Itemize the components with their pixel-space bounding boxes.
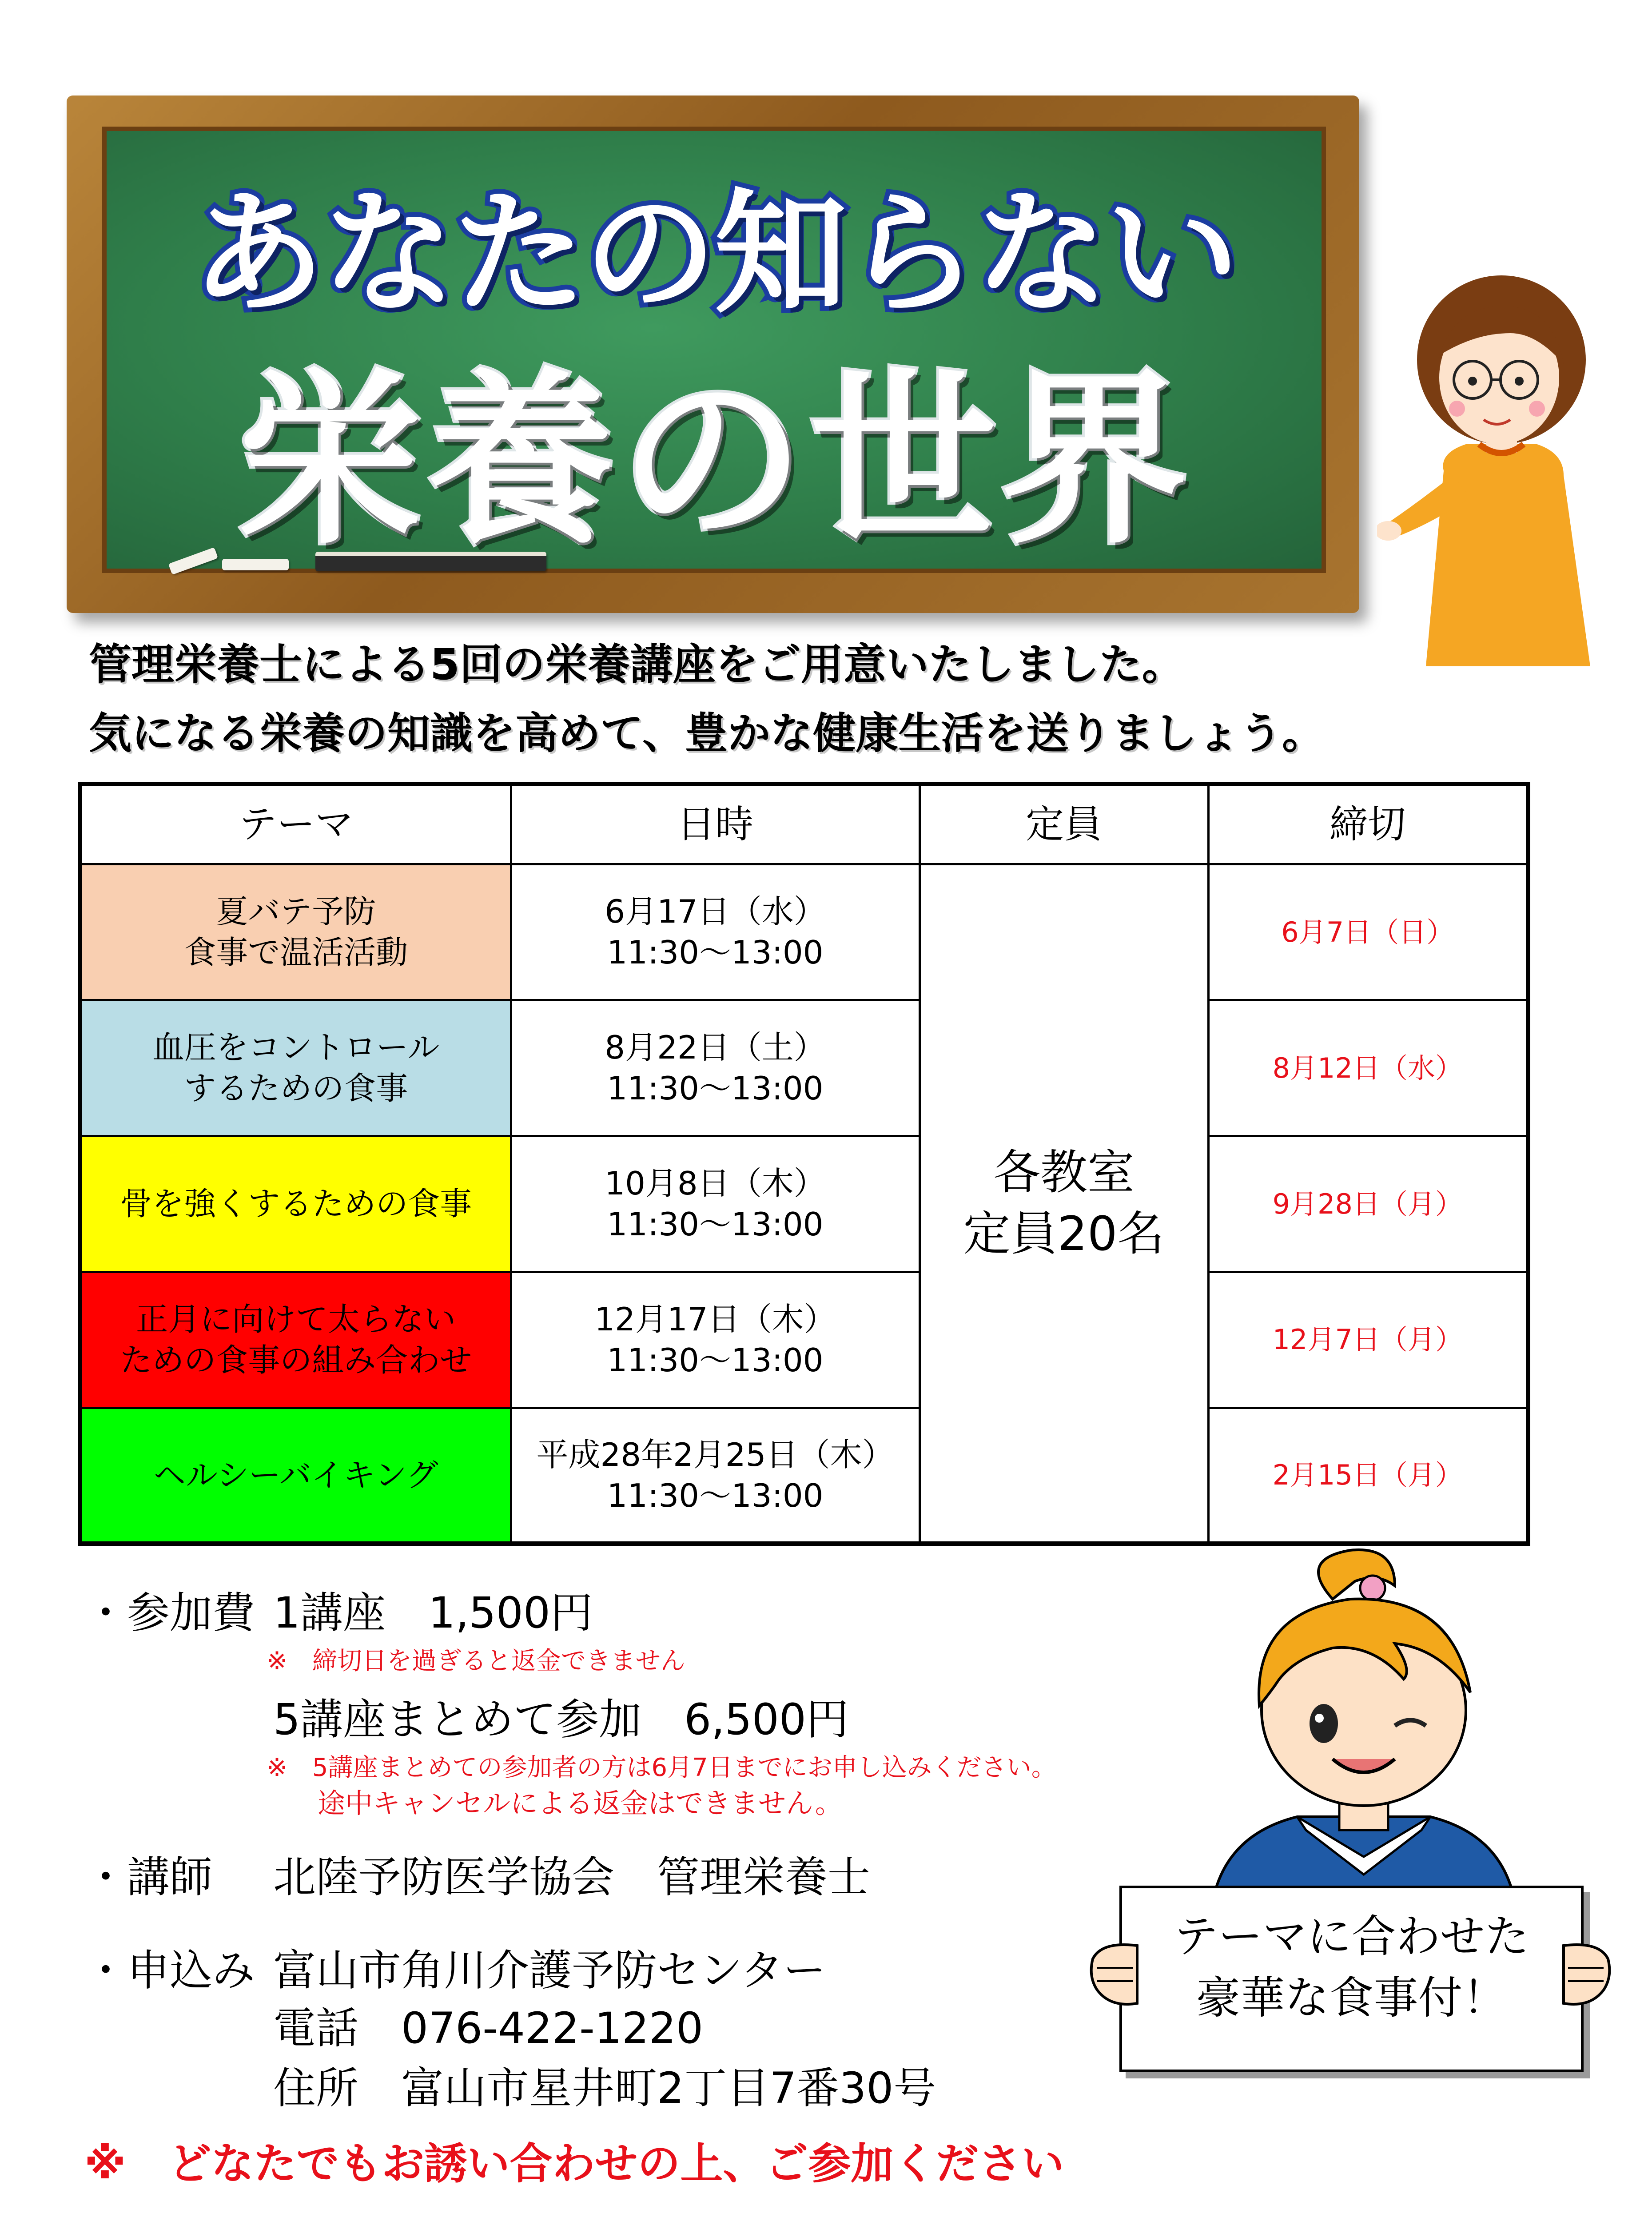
capacity-line-1: 各教室 (993, 1145, 1135, 1200)
right-hand-icon (1555, 1937, 1617, 2012)
title-line-1: あなたの知らない (191, 176, 1237, 331)
capacity-cell (920, 864, 1208, 1544)
header-capacity: 定員 (920, 784, 1208, 864)
application-address: 住所 富山市星井町2丁目7番30号 (273, 2063, 936, 2113)
date-text: 12月17日（木） (594, 1300, 836, 1338)
application-phone: 電話 076-422-1220 (273, 2003, 704, 2053)
girl-illustration (1164, 1546, 1564, 1910)
theme-line-1: 夏バテ予防 (216, 893, 376, 931)
header-theme: テーマ (80, 784, 511, 864)
deadline-cell: 2月15日（月） (1208, 1408, 1528, 1544)
theme-line-1: 正月に向けて太らない (136, 1300, 456, 1338)
date-text: 8月22日（土） (605, 1029, 826, 1067)
fee-label: ・参加費 (84, 1588, 255, 1638)
time-text: 11:30～13:00 (607, 1341, 824, 1379)
application-org: 富山市角川介護予防センター (273, 1946, 826, 1995)
capacity-line-2: 定員20名 (963, 1206, 1165, 1261)
header-deadline: 締切 (1208, 784, 1528, 864)
table-row (80, 864, 1528, 1000)
table-row (80, 1000, 1528, 1136)
fee-bundle: 5講座まとめて参加 6,500円 (273, 1695, 849, 1744)
sign-line-2: 豪華な食事付！ (1196, 1972, 1507, 2024)
fee-single-note: ※ 締切日を過ぎると返金できません (267, 1647, 685, 1676)
intro-line-2: 気になる栄養の知識を高めて、豊かな健康生活を送りましょう。 (89, 708, 1325, 758)
date-text: 6月17日（水） (605, 893, 826, 931)
time-text: 11:30～13:00 (607, 934, 824, 971)
theme-line-1: 血圧をコントロール (152, 1029, 440, 1067)
left-hand-icon (1084, 1937, 1146, 2012)
theme-cell (80, 1136, 511, 1272)
date-text: 10月8日（木） (605, 1165, 826, 1202)
teacher-illustration (1377, 267, 1617, 666)
fee-single: 1講座 1,500円 (273, 1588, 593, 1638)
theme-line-2: するための食事 (184, 1070, 408, 1107)
theme-cell (80, 1272, 511, 1408)
theme-cell (80, 864, 511, 1000)
table-row (80, 1272, 1528, 1408)
date-text: 平成28年2月25日（木） (536, 1436, 894, 1473)
time-text: 11:30～13:00 (607, 1206, 824, 1243)
header-datetime: 日時 (511, 784, 920, 864)
theme-cell (80, 1408, 511, 1544)
title-line-2: 栄養の世界 (236, 352, 1192, 569)
datetime-cell (511, 864, 920, 1000)
theme-line-2: ための食事の組み合わせ (120, 1341, 472, 1379)
deadline-cell: 9月28日（月） (1208, 1136, 1528, 1272)
time-text: 11:30～13:00 (607, 1070, 824, 1107)
application-label: ・申込み (84, 1946, 255, 1995)
schedule-table (78, 782, 1530, 1546)
intro-line-1: 管理栄養士による5回の栄養講座をご用意いたしました。 (89, 640, 1185, 689)
table-header-row (80, 784, 1528, 864)
lecturer-label: ・講師 (84, 1852, 212, 1902)
datetime-cell (511, 1136, 920, 1272)
fee-bundle-note-2: 途中キャンセルによる返金はできません。 (318, 1787, 843, 1819)
table-row (80, 1136, 1528, 1272)
table-row (80, 1408, 1528, 1544)
deadline-cell: 6月7日（日） (1208, 864, 1528, 1000)
footer-note: ※ どなたでもお誘い合わせの上、ご参加ください (84, 2139, 1064, 2189)
datetime-cell (511, 1272, 920, 1408)
time-text: 11:30～13:00 (607, 1477, 824, 1514)
datetime-cell (511, 1408, 920, 1544)
deadline-cell: 8月12日（水） (1208, 1000, 1528, 1136)
datetime-cell (511, 1000, 920, 1136)
theme-line-1: 骨を強くするための食事 (120, 1185, 472, 1223)
theme-line-1: ヘルシーバイキング (154, 1456, 438, 1494)
deadline-cell: 12月7日（月） (1208, 1272, 1528, 1408)
meal-sign (1119, 1886, 1584, 2072)
sign-line-1: テーマに合わせた (1174, 1911, 1529, 1962)
fee-bundle-note-1: ※ 5講座まとめての参加者の方は6月7日までにお申し込みください。 (267, 1753, 1056, 1782)
theme-line-2: 食事で温活活動 (184, 934, 408, 971)
theme-cell (80, 1000, 511, 1136)
lecturer-value: 北陸予防医学協会 管理栄養士 (273, 1852, 870, 1902)
